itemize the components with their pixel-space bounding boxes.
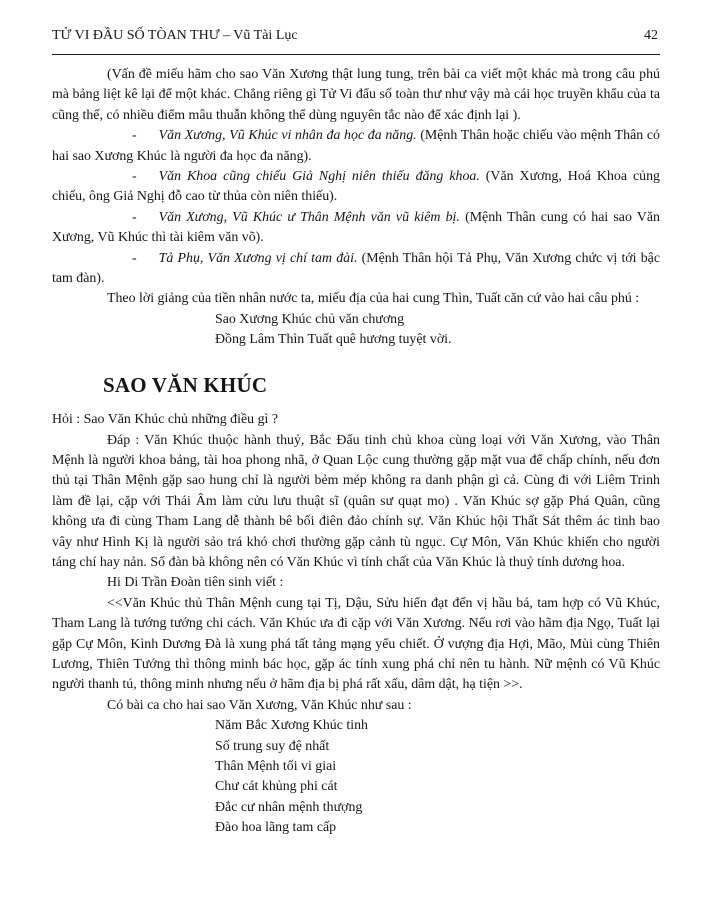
page-body bbox=[52, 65, 660, 839]
page-number: 42 bbox=[644, 28, 658, 43]
answer-paragraph: Đáp : Văn Khúc thuộc hành thuỷ, Bắc Đẩu tinh chủ khoa cùng loại với Văn Xương, vào Thân Mệnh là người khoa bảng, tài hoa phong nhã, ở Quan Lộc cung thường gặp mặt vua để chấp chính, nếu đơn thủ tại Thân Mệnh gặp sao hung chỉ là người bẻm mép không ra danh phận gì cả. Cùng đi với Liêm Trinh làm đề lại, cặp với Thái Âm làm cửu lưu thuật sĩ (quân sư quạt mo) . Văn Khúc sợ gặp Phá Quân, cũng không ưa đi cùng Tham Lang dễ thành bê bối điên đảo chính sự. Văn Khúc hội Thất Sát thêm ác tinh bao vây như Hình Kị là người sảo trá khó chơi thường gặp cảnh tù ngục. Cự Môn, Văn Khúc khiến cho người táng chí hay nản. Số đàn bà không nên có Văn Khúc vì tính chất của Văn Khúc là thuỷ tính dương hoa. bbox=[52, 432, 660, 570]
bullet-italic-text: Văn Khoa cũng chiếu Giả Nghị niên thiếu đăng khoa. bbox=[158, 169, 480, 185]
book-title: TỬ VI ĐẦU SỐ TÒAN THƯ – Vũ Tài Lục bbox=[52, 28, 298, 43]
question-paragraph: Hỏi : Sao Văn Khúc chủ những điều gì ? bbox=[52, 412, 279, 428]
phu-paragraph: Theo lời giảng của tiền nhân nước ta, miếu địa của hai cung Thìn, Tuất căn cứ vào hai câu phú : bbox=[107, 291, 640, 307]
bullet-item-1 bbox=[52, 126, 660, 167]
song-intro: Có bài ca cho hai sao Văn Xương, Văn Khúc như sau : bbox=[107, 697, 412, 713]
phu-verse bbox=[215, 310, 660, 351]
bullet-dash: - bbox=[132, 209, 137, 225]
song-verse bbox=[215, 716, 660, 838]
phu-verse-line: Sao Xương Khúc chủ văn chương bbox=[215, 311, 405, 327]
bullet-roman-text: (Văn Xương, Hoá Khoa củng chiếu, ông Giả Nghị đỗ cao từ thủa còn niên thiếu). bbox=[52, 169, 660, 205]
section-heading: SAO VĂN KHÚC bbox=[103, 372, 268, 397]
song-verse-line: Số trung suy đệ nhất bbox=[215, 738, 330, 754]
song-verse-line: Chư cát khủng phi cát bbox=[215, 779, 338, 795]
bullet-italic-text: Tả Phụ, Văn Xương vị chí tam đài. bbox=[158, 250, 358, 266]
bullet-italic-text: Văn Xương, Vũ Khúc vi nhân đa học đa năng. bbox=[158, 128, 417, 144]
page-header bbox=[52, 28, 660, 54]
bullet-item-3 bbox=[52, 208, 660, 249]
bullet-item-4 bbox=[52, 249, 660, 290]
song-verse-line: Năm Bắc Xương Khúc tinh bbox=[215, 718, 368, 734]
bullet-italic-text: Văn Xương, Vũ Khúc ư Thân Mệnh văn vũ kiêm bị. bbox=[158, 209, 460, 225]
bullet-item-2 bbox=[52, 167, 660, 208]
bullet-roman-text: (Mệnh Thân hội Tả Phụ, Văn Xương chức vị tới bậc tam đàn). bbox=[52, 250, 660, 287]
phu-verse-line: Đồng Lâm Thìn Tuất quê hương tuyệt vời. bbox=[215, 332, 452, 348]
header-divider bbox=[52, 54, 660, 55]
bullet-roman-text: (Mệnh Thân cung có hai sao Văn Xương, Vũ Khúc thì tài kiêm văn võ). bbox=[52, 209, 660, 246]
song-verse-line: Đắc cư nhân mệnh thượng bbox=[215, 799, 363, 815]
song-verse-line: Thân Mệnh tối vi giai bbox=[215, 759, 337, 774]
bullet-roman-text: (Mệnh Thân hoặc chiếu vào mệnh Thân có hai sao Xương Khúc là người đa học đa năng). bbox=[52, 128, 660, 164]
bullet-dash: - bbox=[132, 169, 137, 185]
hi-di-intro: Hi Di Trần Đoàn tiên sinh viết : bbox=[107, 575, 284, 591]
bullet-dash: - bbox=[132, 128, 137, 144]
hi-di-quote: <<Văn Khúc thủ Thân Mệnh cung tại Tị, Dậu, Sửu hiển đạt đến vị hầu bá, tam hợp có Vũ Khúc, Tham Lang là tướng tướng chi cách. Văn Khúc ưa đi cặp với Văn Xương. Nếu rơi vào hãm địa Ngọ, Tuất lại gặp Cự Môn, Kình Dương Đà là xung phá tất tảng mạng yểu chiết. Ở vượng địa Hợi, Mão, Mùi cùng Thiên Lương, Thiên Tướng thì thông minh bác học, gặp ác tính xung phá chỉ nên tu hành. Nữ mệnh có Vũ Khúc người thanh tú, thông minh nhưng nếu ở hãm địa bị phá rất xấu, dâm dật, hạ tiện >>. bbox=[52, 595, 660, 693]
song-verse-line: Đào hoa lãng tam cấp bbox=[215, 820, 337, 836]
bullet-dash: - bbox=[132, 250, 137, 266]
intro-paragraph: (Vấn đề miếu hãm cho sao Văn Xương thật lung tung, trên bài ca viết một khác mà trong câu phú mà bảng liệt kê lại để một khác. Chẳng riêng gì Tử Vi đẩu số toàn thư như vậy mà cái học truyền khẩu của ta cũng thế, có nhiều điểm mâu thuẫn không thể dùng nguyên tắc nào để xác định lại ). bbox=[52, 67, 660, 123]
